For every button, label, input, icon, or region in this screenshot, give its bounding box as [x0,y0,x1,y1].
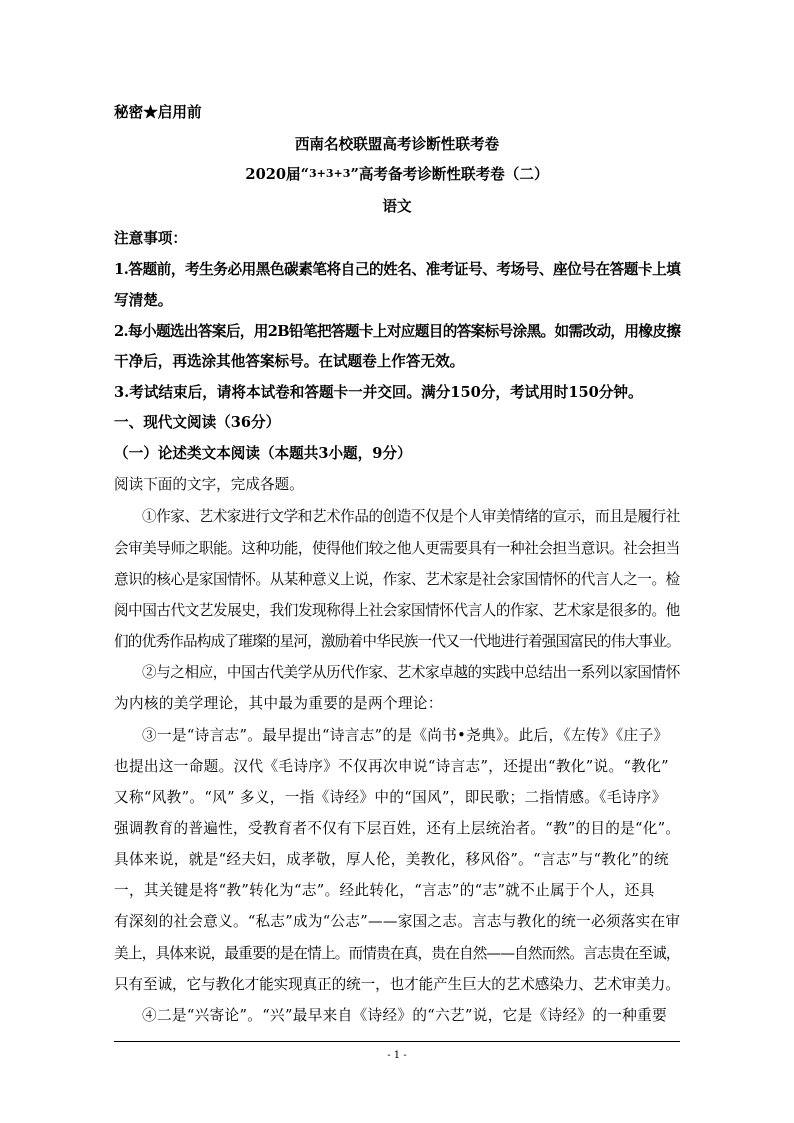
passage-line: 们的优秀作品构成了璀璨的星河，激励着中华民族一代又一代地进行着强国富民的伟大事业。 [114,633,680,650]
passage-line: 有深刻的社会意义。“私志”成为“公志”——家国之志。言志与教化的统一必须落实在审 [114,913,681,930]
notice-item: 干净后，再选涂其他答案标号。在试题卷上作答无效。 [114,353,465,370]
passage-line: 强调教育的普遍性，受教育者不仅有下层百姓，还有上层统治者。“教”的目的是“化”。 [114,820,681,837]
section-title: 一、现代文阅读（36分） [114,414,281,431]
page-number: - 1 - [387,1050,407,1061]
notice-item: 写清楚。 [114,292,173,309]
notice-item: 3.考试结束后，请将本试卷和答题卡一并交回。满分150分，考试用时150分钟。 [114,384,643,401]
confidential-label: 秘密★启用前 [114,104,202,121]
passage-line: 也提出这一命题。汉代《毛诗序》不仅再次申说“诗言志”，还提出“教化”说。“教化” [114,758,669,775]
exam-group-title: 西南名校联盟高考诊断性联考卷 [294,136,500,153]
passage-line: 会审美导师之职能。这种功能，使得他们较之他人更需要具有一种社会担当意识。社会担当 [114,540,680,557]
passage-line: 阅中国古代文艺发展史，我们发现称得上社会家国情怀代言人的作家、艺术家是很多的。他 [114,602,680,619]
passage-line: ②与之相应，中国古代美学从历代作家、艺术家卓越的实践中总结出一系列以家国情怀 [142,664,680,681]
footer-divider [114,1041,680,1042]
passage-line: 美上，具体来说，最重要的是在情上。而情贵在真，贵在自然——自然而然。言志贵在至诚， [114,945,680,962]
exam-year: 2020届“ [245,166,310,183]
passage-line: ④二是“兴寄论”。“兴”最早来自《诗经》的“六艺”说，它是《诗经》的一种重要 [142,1007,668,1024]
exam-name: ”高考备考诊断性联考卷（二） [350,166,549,183]
passage-line: 具体来说，就是“经夫妇，成孝敬，厚人伦，美教化，移风俗”。“言志”与“教化”的统 [114,851,669,868]
exam-title [114,165,680,186]
subject-title: 语文 [382,198,412,215]
section-subtitle: （一）论述类文本阅读（本题共3小题，9分） [114,445,412,462]
notice-title: 注意事项： [114,230,187,247]
notice-item: 1.答题前，考生务必用黑色碳素笔将自己的姓名、准考证号、考场号、座位号在答题卡上填 [114,261,681,278]
passage-line: 为内核的美学理论，其中最为重要的是两个理论： [114,695,443,712]
notice-item: 2.每小题选出答案后，用2B铅笔把答题卡上对应题目的答案标号涂黑。如需改动，用橡皮擦 [114,323,681,340]
passage-line: ①作家、艺术家进行文学和艺术作品的创造不仅是个人审美情绪的宣示，而且是履行社 [142,508,680,525]
passage-line: 一，其关键是将“教”转化为“志”。经此转化，“言志”的“志”就不止属于个人，还具 [114,882,655,899]
passage-line: ③一是“诗言志”。最早提出“诗言志”的是《尚书•尧典》。此后，《左传》《庄子》 [142,727,669,744]
passage-line: 意识的核心是家国情怀。从某种意义上说，作家、艺术家是社会家国情怀的代言人之一。检 [114,571,680,588]
passage-line: 又称“风教”。“风” 多义，一指《诗经》中的“国风”，即民歌；二指情感。《毛诗序》 [114,789,667,806]
reading-instruction: 阅读下面的文字，完成各题。 [114,476,304,493]
exam-code: 3+3+3 [309,167,351,180]
passage-line: 只有至诚，它与教化才能实现真正的统一，也才能产生巨大的艺术感染力、艺术审美力。 [114,976,680,993]
